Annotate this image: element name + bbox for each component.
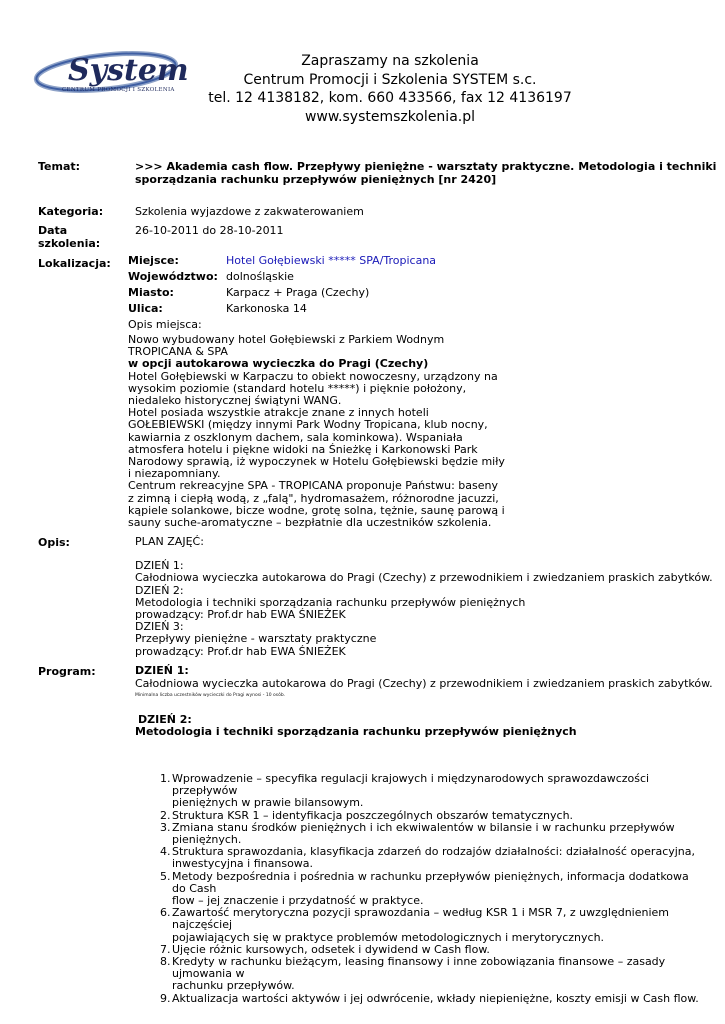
item-number: 4. — [160, 845, 171, 859]
plan-line: Metodologia i techniki sporządzania rachunku przepływów pieniężnych — [135, 595, 526, 609]
item-number: 8. — [160, 955, 171, 969]
day1-text: Całodniowa wycieczka autokarowa do Pragi (Czechy) z przewodnikiem i zwiedzaniem praskich zabytków. — [135, 676, 713, 690]
opis-miejsca-line: TROPICANA & SPA — [128, 345, 228, 359]
ulica-value: Karkonoska 14 — [226, 302, 307, 315]
item-number: 6. — [160, 906, 171, 920]
item-text: Wprowadzenie – specyfika regulacji krajowych i międzynarodowych sprawozdawczości przepływów — [172, 772, 650, 798]
lokalizacja-label: Lokalizacja: — [38, 257, 111, 270]
list-item — [160, 822, 700, 846]
item-text: Struktura sprawozdania, klasyfikacja zdarzeń do rodzajów działalności: działalność operacyjna, — [172, 845, 696, 859]
item-number: 5. — [160, 869, 171, 883]
miejsce-label: Miejsce: — [128, 254, 179, 267]
item-text: pojawiających się w praktyce problemów metodologicznych i merytorycznych. — [172, 930, 605, 944]
opis-miejsca-text — [128, 334, 505, 529]
item-text: Kredyty w rachunku bieżącym, leasing finansowy i inne zobowiązania finansowe – zasady ujmowania w — [172, 955, 666, 981]
data-label — [38, 224, 100, 250]
opis-miejsca-line: sauny suche-aromatyczne – bezpłatnie dla uczestników szkolenia. — [128, 516, 492, 530]
opis-miejsca-line: z zimną i ciepłą wodą, z „falą", hydromasażem, różnorodne jacuzzi, — [128, 491, 499, 505]
list-item — [160, 956, 700, 993]
item-number: 1. — [160, 772, 171, 785]
data-label-line-2: szkolenia: — [38, 237, 101, 250]
plan-title: PLAN ZAJĘĆ: — [135, 535, 204, 548]
temat-line-1: >>> Akademia cash flow. Przepływy pieniężne - warsztaty praktyczne. Metodologia i techniki — [135, 160, 717, 173]
program-day1 — [135, 665, 713, 703]
contact-header — [190, 52, 590, 127]
data-value: 26-10-2011 do 28-10-2011 — [135, 224, 284, 237]
miasto-label: Miasto: — [128, 286, 174, 299]
day1-title: DZIEŃ 1: — [135, 664, 189, 677]
plan-line: prowadzący: Prof.dr hab EWA ŚNIEŻEK — [135, 644, 346, 658]
program-label: Program: — [38, 665, 96, 678]
logo-subtitle: CENTRUM PROMOCJI I SZKOLENIA — [62, 87, 175, 93]
item-number: 2. — [160, 808, 171, 822]
opis-miejsca-line: i niezapomniany. — [128, 467, 221, 481]
day2-subtitle: Metodologia i techniki sporządzania rachunku przepływów pieniężnych — [135, 725, 577, 738]
item-text: Aktualizacja wartości aktywów i jej odwrócenie, wkłady niepieniężne, koszty emisji w Cash flow. — [172, 991, 699, 1005]
plan-line: Przepływy pieniężne - warsztaty praktyczne — [135, 632, 377, 646]
data-label-line-1: Data — [38, 224, 68, 237]
plan-line: DZIEŃ 2: — [135, 583, 184, 597]
item-text: Zawartość merytoryczna pozycji sprawozdania – według KSR 1 i MSR 7, z uwzględnieniem najczęściej — [172, 906, 670, 932]
wojewodztwo-value: dolnośląskie — [226, 270, 294, 283]
list-item — [160, 907, 700, 944]
opis-miejsca-line: Centrum rekreacyjne SPA - TROPICANA proponuje Państwu: baseny — [128, 479, 498, 493]
ulica-label: Ulica: — [128, 302, 163, 315]
logo-text: System — [68, 53, 188, 88]
list-item — [160, 871, 700, 908]
temat-label: Temat: — [38, 160, 81, 173]
day1-note: Minimalna liczba uczestników wycieczki do Pragi wynosi - 10 osób. — [135, 693, 286, 698]
opis-miejsca-line: kąpiele solankowe, bicze wodne, grotę solna, tężnie, saunę parową i — [128, 503, 505, 517]
opis-miejsca-line: Hotel posiada wszystkie atrakcje znane z innych hoteli — [128, 406, 429, 420]
wojewodztwo-label: Województwo: — [128, 270, 218, 283]
opis-label: Opis: — [38, 536, 70, 549]
item-text: Ujęcie różnic kursowych, odsetek i dywidend w Cash flow. — [172, 942, 490, 956]
item-text: inwestycyjna i finansowa. — [172, 857, 314, 871]
plan-line: prowadzący: Prof.dr hab EWA ŚNIEŻEK — [135, 608, 346, 622]
miasto-value: Karpacz + Praga (Czechy) — [226, 286, 370, 299]
list-item — [160, 846, 700, 870]
header-website[interactable]: www.systemszkolenia.pl — [304, 109, 476, 126]
item-text: pieniężnych w prawie bilansowym. — [172, 796, 364, 810]
list-item — [160, 810, 700, 822]
opis-miejsca-bold: w opcji autokarowa wycieczka do Pragi (Czechy) — [128, 357, 429, 371]
item-text: rachunku przepływów. — [172, 979, 295, 993]
item-text: Struktura KSR 1 – identyfikacja poszczególnych obszarów tematycznych. — [172, 808, 574, 822]
opis-miejsca-line: wysokim poziomie (standard hotelu *****) i pięknie położony, — [128, 381, 467, 395]
plan-line: DZIEŃ 3: — [135, 620, 184, 634]
plan-line: Całodniowa wycieczka autokarowa do Pragi (Czechy) z przewodnikiem i zwiedzaniem praskich zabytków. — [135, 571, 713, 585]
item-number: 3. — [160, 820, 171, 834]
header-phone: tel. 12 4138182, kom. 660 433566, fax 12 4136197 — [208, 90, 572, 107]
opis-miejsca-line: Narodowy sprawią, iż wypoczynek w Hotelu Gołębiewski będzie miły — [128, 455, 505, 469]
hotel-link[interactable]: Hotel Gołębiewski ***** SPA/Tropicana — [226, 254, 437, 267]
opis-miejsca-label: Opis miejsca: — [128, 318, 202, 331]
list-item — [160, 993, 700, 1005]
item-number: 7. — [160, 942, 171, 956]
kategoria-label: Kategoria: — [38, 205, 104, 218]
temat-line-2: sporządzania rachunku przepływów pieniężnych [nr 2420] — [135, 173, 497, 186]
header-line-2: Centrum Promocji i Szkolenia SYSTEM s.c. — [243, 71, 537, 88]
program-list — [160, 773, 700, 1005]
item-number: 9. — [160, 991, 171, 1005]
opis-miejsca-line: kawiarnia z oszklonym dachem, sala kominkowa). Wspaniała — [128, 430, 463, 444]
list-item — [160, 773, 700, 810]
opis-miejsca-line: GOŁEBIEWSKI (między innymi Park Wodny Tropicana, klub nocny, — [128, 418, 488, 432]
company-logo — [32, 44, 188, 104]
item-text: Zmiana stanu środków pieniężnych i ich ekwiwalentów w bilansie i w rachunku przepływów pieniężnych. — [172, 820, 675, 847]
kategoria-value: Szkolenia wyjazdowe z zakwaterowaniem — [135, 205, 364, 218]
day2-title: DZIEŃ 2: — [138, 713, 192, 726]
plan-line: DZIEŃ 1: — [135, 559, 184, 573]
opis-miejsca-line: Nowo wybudowany hotel Gołębiewski z Parkiem Wodnym — [128, 333, 445, 346]
item-text: Metody bezpośrednia i pośrednia w rachunku przepływów pieniężnych, informacja dodatkowa do Cash — [172, 869, 689, 895]
opis-miejsca-line: Hotel Gołębiewski w Karpaczu to obiekt nowoczesny, urządzony na — [128, 369, 498, 383]
opis-plan — [135, 536, 713, 658]
header-line-1: Zapraszamy na szkolenia — [301, 53, 479, 69]
temat-value — [135, 160, 716, 186]
item-text: flow – jej znaczenie i przydatność w praktyce. — [172, 894, 424, 908]
opis-miejsca-line: atmosfera hotelu i piękne widoki na Śnieżkę i Karkonowski Park — [128, 442, 478, 456]
opis-miejsca-line: niedaleko historycznej świątyni WANG. — [128, 394, 342, 408]
